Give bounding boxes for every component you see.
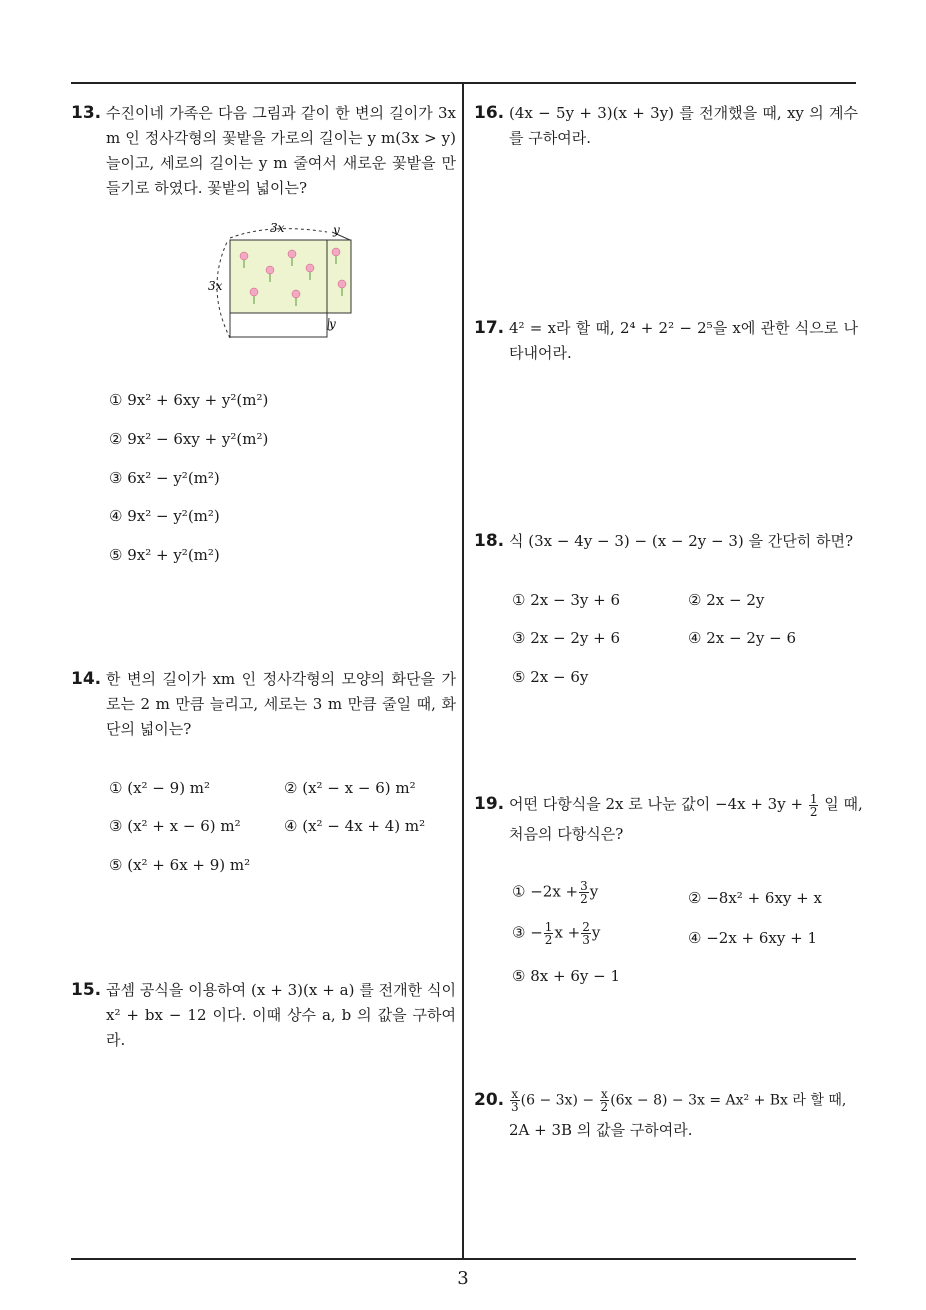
question-15 (71, 978, 456, 1053)
fraction-numerator: x (600, 1087, 608, 1101)
q19-option-2[interactable]: ② −8x² + 6xy + x (688, 889, 822, 907)
opt3-b: x + (554, 923, 581, 942)
q19-option-1[interactable] (512, 880, 598, 905)
opt1-a: ① −2x + (512, 882, 579, 901)
q19-option-5[interactable]: ⑤ 8x + 6y − 1 (512, 967, 620, 985)
question-text: 수진이네 가족은 다음 그림과 같이 한 변의 길이가 3x m 인 정사각형의 꽃밭을 가로의 길이는 y m(3x > y) 늘이고, 세로의 길이는 y m 줄여서 새로운 꽃밭을 만들기로 하였다. 꽃밭의 넓이는? (106, 104, 456, 197)
question-number: 13. (71, 103, 102, 123)
opt3-fraction-1 (544, 921, 554, 946)
question-number: 17. (474, 318, 505, 338)
fraction-denominator: 2 (809, 804, 818, 819)
q20-t1: (6 − 3x) − (520, 1092, 595, 1109)
q14-option-4[interactable]: ④ (x² − 4x + 4) m² (284, 817, 426, 835)
fraction-denominator: 2 (580, 892, 588, 906)
fraction-denominator: 3 (582, 933, 590, 947)
fraction-denominator: 2 (600, 1100, 609, 1114)
question-text: (4x − 5y + 3)(x + 3y) 를 전개했을 때, xy 의 계수를 구하여라. (509, 104, 858, 147)
q13-option-5[interactable]: ⑤ 9x² + y²(m²) (109, 546, 220, 564)
q20-fraction-1 (510, 1088, 520, 1113)
q13-option-4[interactable]: ④ 9x² − y²(m²) (109, 507, 220, 525)
question-text: 곱셈 공식을 이용하여 (x + 3)(x + a) 를 전개한 식이 x² + bx − 12 이다. 이때 상수 a, b 의 값을 구하여라. (106, 981, 456, 1049)
q18-option-1[interactable]: ① 2x − 3y + 6 (512, 591, 620, 609)
fraction-numerator: 2 (582, 920, 590, 934)
fig-label-bottom-right: y (329, 317, 336, 331)
question-20 (474, 1088, 858, 1143)
q19-text-b: 일 때, (824, 795, 863, 813)
page-number: 3 (457, 1268, 469, 1289)
q20-t3: 2A + 3B 의 값을 구하여라. (509, 1120, 693, 1139)
q18-option-4[interactable]: ④ 2x − 2y − 6 (688, 629, 796, 647)
bottom-rule (71, 1258, 856, 1260)
flower-bed-figure (200, 218, 370, 346)
opt3-a: ③ − (512, 923, 543, 942)
q13-option-2[interactable]: ② 9x² − 6xy + y²(m²) (109, 430, 269, 448)
fig-label-left: 3x (208, 279, 223, 293)
fraction-numerator: 1 (544, 920, 553, 934)
question-text: 식 (3x − 4y − 3) − (x − 2y − 3) 을 간단히 하면? (509, 532, 854, 550)
fraction-numerator: 1 (809, 791, 818, 806)
opt3-c: y (591, 923, 601, 942)
q19-fraction (809, 793, 819, 818)
fraction-numerator: x (511, 1087, 519, 1101)
q19-text-a: 어떤 다항식을 2x 로 나눈 값이 −4x + 3y + (509, 795, 804, 813)
question-13 (71, 101, 456, 201)
q14-option-2[interactable]: ② (x² − x − 6) m² (284, 779, 416, 797)
question-number: 19. (474, 794, 505, 814)
q19-text-c: 처음의 다항식은? (509, 824, 624, 843)
fig-label-top-right: y (333, 223, 340, 237)
fraction-denominator: 3 (511, 1100, 519, 1114)
question-text: 한 변의 길이가 xm 인 정사각형의 모양의 화단을 가로는 2 m 만큼 늘리고, 세로는 3 m 만큼 줄일 때, 화단의 넓이는? (106, 670, 456, 738)
question-18 (474, 529, 858, 554)
question-19 (474, 791, 863, 847)
question-14 (71, 667, 456, 742)
question-number: 18. (474, 531, 505, 551)
fraction-numerator: 3 (580, 879, 588, 893)
q13-option-1[interactable]: ① 9x² + 6xy + y²(m²) (109, 391, 269, 409)
q19-option-3[interactable] (512, 921, 600, 946)
q18-option-3[interactable]: ③ 2x − 2y + 6 (512, 629, 620, 647)
q14-option-3[interactable]: ③ (x² + x − 6) m² (109, 817, 241, 835)
q20-t2: (6x − 8) − 3x = Ax² + Bx 라 할 때, (610, 1092, 847, 1109)
question-text (509, 791, 863, 819)
opt1-fraction (579, 880, 589, 905)
question-16 (474, 101, 858, 151)
fig-label-top: 3x (270, 221, 285, 235)
q18-option-2[interactable]: ② 2x − 2y (688, 591, 765, 609)
q20-fraction-2 (600, 1088, 610, 1113)
opt1-b: y (589, 882, 599, 901)
opt3-fraction-2 (581, 921, 591, 946)
question-number: 14. (71, 669, 102, 689)
question-17 (474, 316, 858, 366)
q18-option-5[interactable]: ⑤ 2x − 6y (512, 668, 589, 686)
column-divider (462, 82, 464, 1259)
question-number: 15. (71, 980, 102, 1000)
question-number: 16. (474, 103, 505, 123)
question-number: 20. (474, 1090, 505, 1110)
fraction-denominator: 2 (544, 933, 553, 947)
q19-option-4[interactable]: ④ −2x + 6xy + 1 (688, 929, 818, 947)
question-text: 4² = x라 할 때, 2⁴ + 2² − 2⁵을 x에 관한 식으로 나타내어라. (509, 319, 858, 362)
q14-option-5[interactable]: ⑤ (x² + 6x + 9) m² (109, 856, 251, 874)
q13-option-3[interactable]: ③ 6x² − y²(m²) (109, 469, 220, 487)
question-text (509, 1088, 858, 1114)
q14-option-1[interactable]: ① (x² − 9) m² (109, 779, 211, 797)
